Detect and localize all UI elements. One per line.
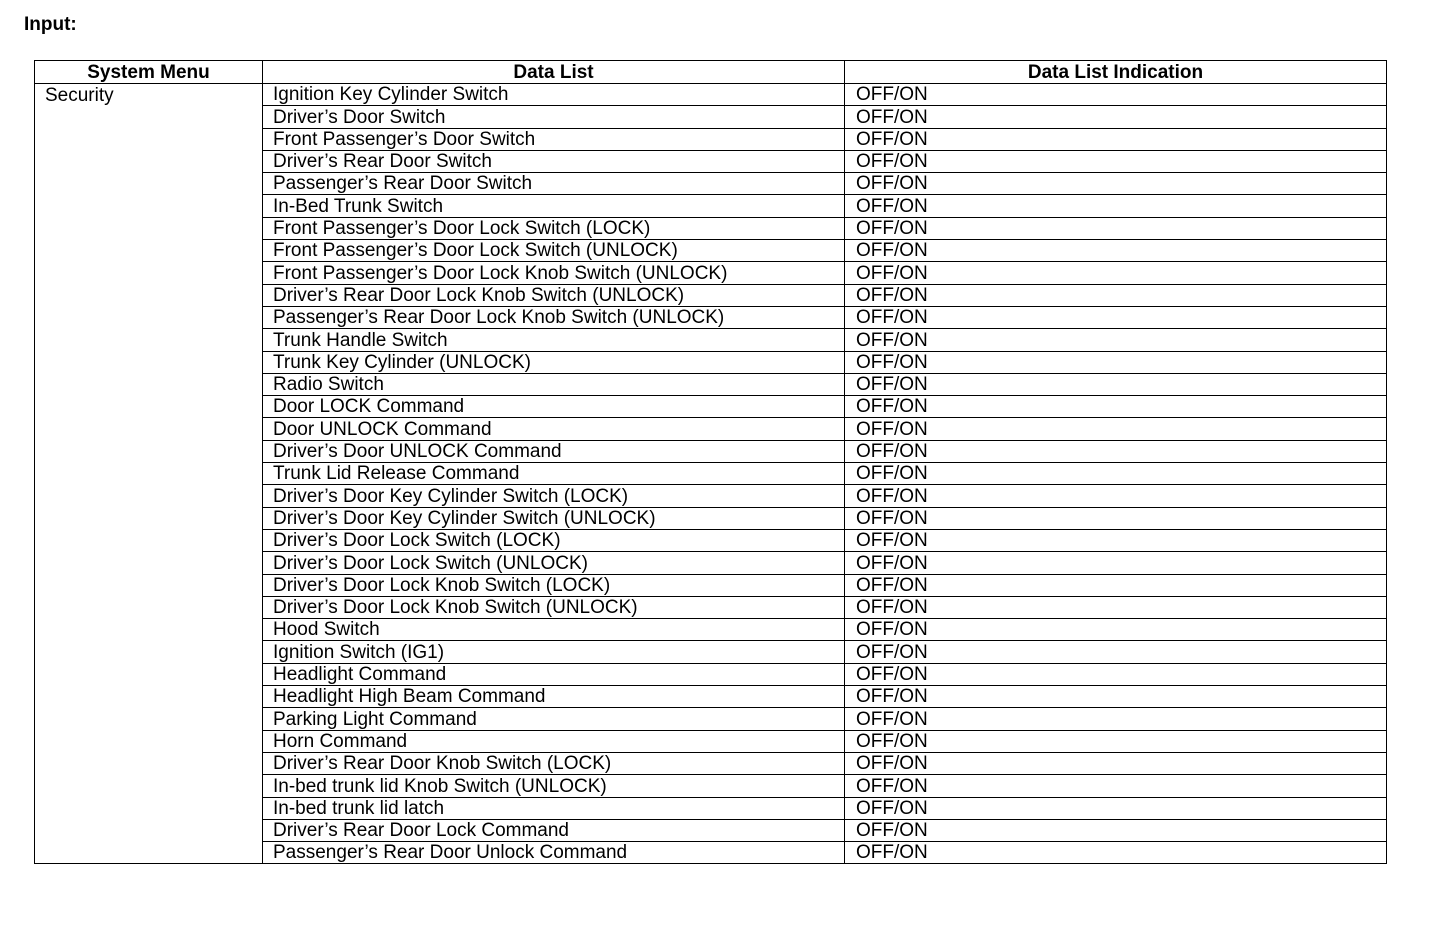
data-list-indication: OFF/ON xyxy=(845,418,1387,440)
data-list-indication: OFF/ON xyxy=(845,619,1387,641)
data-list-item: Passenger’s Rear Door Lock Knob Switch (UNLOCK) xyxy=(263,306,845,328)
data-list-indication: OFF/ON xyxy=(845,128,1387,150)
data-list-indication: OFF/ON xyxy=(845,842,1387,864)
data-list-indication: OFF/ON xyxy=(845,373,1387,395)
data-list-item: Trunk Key Cylinder (UNLOCK) xyxy=(263,351,845,373)
data-list-item: Parking Light Command xyxy=(263,708,845,730)
data-list-indication: OFF/ON xyxy=(845,195,1387,217)
data-list-item: Door LOCK Command xyxy=(263,396,845,418)
data-list-item: In-bed trunk lid Knob Switch (UNLOCK) xyxy=(263,775,845,797)
data-list-item: Headlight High Beam Command xyxy=(263,686,845,708)
data-list-indication: OFF/ON xyxy=(845,552,1387,574)
data-list-indication: OFF/ON xyxy=(845,106,1387,128)
data-list-item: In-Bed Trunk Switch xyxy=(263,195,845,217)
data-list-item: Ignition Switch (IG1) xyxy=(263,641,845,663)
data-list-item: Front Passenger’s Door Switch xyxy=(263,128,845,150)
data-list-indication: OFF/ON xyxy=(845,284,1387,306)
data-list-item: Passenger’s Rear Door Switch xyxy=(263,173,845,195)
data-list-indication: OFF/ON xyxy=(845,663,1387,685)
data-list-indication: OFF/ON xyxy=(845,240,1387,262)
data-list-indication: OFF/ON xyxy=(845,396,1387,418)
data-list-indication: OFF/ON xyxy=(845,173,1387,195)
data-list-item: Driver’s Door Lock Knob Switch (LOCK) xyxy=(263,574,845,596)
page-heading: Input: xyxy=(24,14,77,35)
data-list-indication: OFF/ON xyxy=(845,686,1387,708)
data-list-indication: OFF/ON xyxy=(845,752,1387,774)
data-list-item: Driver’s Rear Door Lock Knob Switch (UNLOCK) xyxy=(263,284,845,306)
data-list-indication: OFF/ON xyxy=(845,351,1387,373)
data-list-indication: OFF/ON xyxy=(845,596,1387,618)
data-list-indication: OFF/ON xyxy=(845,641,1387,663)
data-list-indication: OFF/ON xyxy=(845,485,1387,507)
data-list-indication: OFF/ON xyxy=(845,463,1387,485)
data-list-indication: OFF/ON xyxy=(845,574,1387,596)
data-list-indication: OFF/ON xyxy=(845,329,1387,351)
data-list-item: Driver’s Door Lock Switch (LOCK) xyxy=(263,529,845,551)
data-list-item: Trunk Lid Release Command xyxy=(263,463,845,485)
data-list-table xyxy=(34,60,1387,864)
data-list-indication: OFF/ON xyxy=(845,150,1387,172)
data-list-item: Driver’s Rear Door Lock Command xyxy=(263,819,845,841)
data-list-indication: OFF/ON xyxy=(845,708,1387,730)
data-list-item: Front Passenger’s Door Lock Switch (UNLOCK) xyxy=(263,240,845,262)
data-list-item: Hood Switch xyxy=(263,619,845,641)
data-list-indication: OFF/ON xyxy=(845,819,1387,841)
data-list-item: Driver’s Rear Door Switch xyxy=(263,150,845,172)
data-list-item: Front Passenger’s Door Lock Switch (LOCK) xyxy=(263,217,845,239)
data-list-indication: OFF/ON xyxy=(845,797,1387,819)
data-list-indication: OFF/ON xyxy=(845,262,1387,284)
data-list-item: Driver’s Door UNLOCK Command xyxy=(263,440,845,462)
data-list-item: Driver’s Rear Door Knob Switch (LOCK) xyxy=(263,752,845,774)
data-list-item: Front Passenger’s Door Lock Knob Switch (UNLOCK) xyxy=(263,262,845,284)
header-data-list-indication: Data List Indication xyxy=(845,61,1387,84)
header-data-list: Data List xyxy=(263,61,845,84)
table-body xyxy=(35,84,1387,864)
data-list-item: Passenger’s Rear Door Unlock Command xyxy=(263,842,845,864)
data-list-item: Horn Command xyxy=(263,730,845,752)
data-list-item: Radio Switch xyxy=(263,373,845,395)
data-list-indication: OFF/ON xyxy=(845,775,1387,797)
header-system-menu: System Menu xyxy=(35,61,263,84)
data-list-item: Door UNLOCK Command xyxy=(263,418,845,440)
data-list-indication: OFF/ON xyxy=(845,440,1387,462)
table-header-row xyxy=(35,61,1387,84)
data-list-item: Driver’s Door Lock Switch (UNLOCK) xyxy=(263,552,845,574)
data-list-indication: OFF/ON xyxy=(845,507,1387,529)
data-list-item: Ignition Key Cylinder Switch xyxy=(263,84,845,106)
data-list-item: In-bed trunk lid latch xyxy=(263,797,845,819)
data-list-item: Driver’s Door Lock Knob Switch (UNLOCK) xyxy=(263,596,845,618)
system-menu-cell: Security xyxy=(35,84,263,864)
data-list-item: Driver’s Door Switch xyxy=(263,106,845,128)
data-list-item: Trunk Handle Switch xyxy=(263,329,845,351)
data-list-indication: OFF/ON xyxy=(845,84,1387,106)
data-list-item: Driver’s Door Key Cylinder Switch (LOCK) xyxy=(263,485,845,507)
data-list-item: Driver’s Door Key Cylinder Switch (UNLOCK) xyxy=(263,507,845,529)
data-list-indication: OFF/ON xyxy=(845,529,1387,551)
table-row xyxy=(35,84,1387,106)
data-list-indication: OFF/ON xyxy=(845,306,1387,328)
data-list-indication: OFF/ON xyxy=(845,217,1387,239)
data-list-item: Headlight Command xyxy=(263,663,845,685)
data-list-indication: OFF/ON xyxy=(845,730,1387,752)
